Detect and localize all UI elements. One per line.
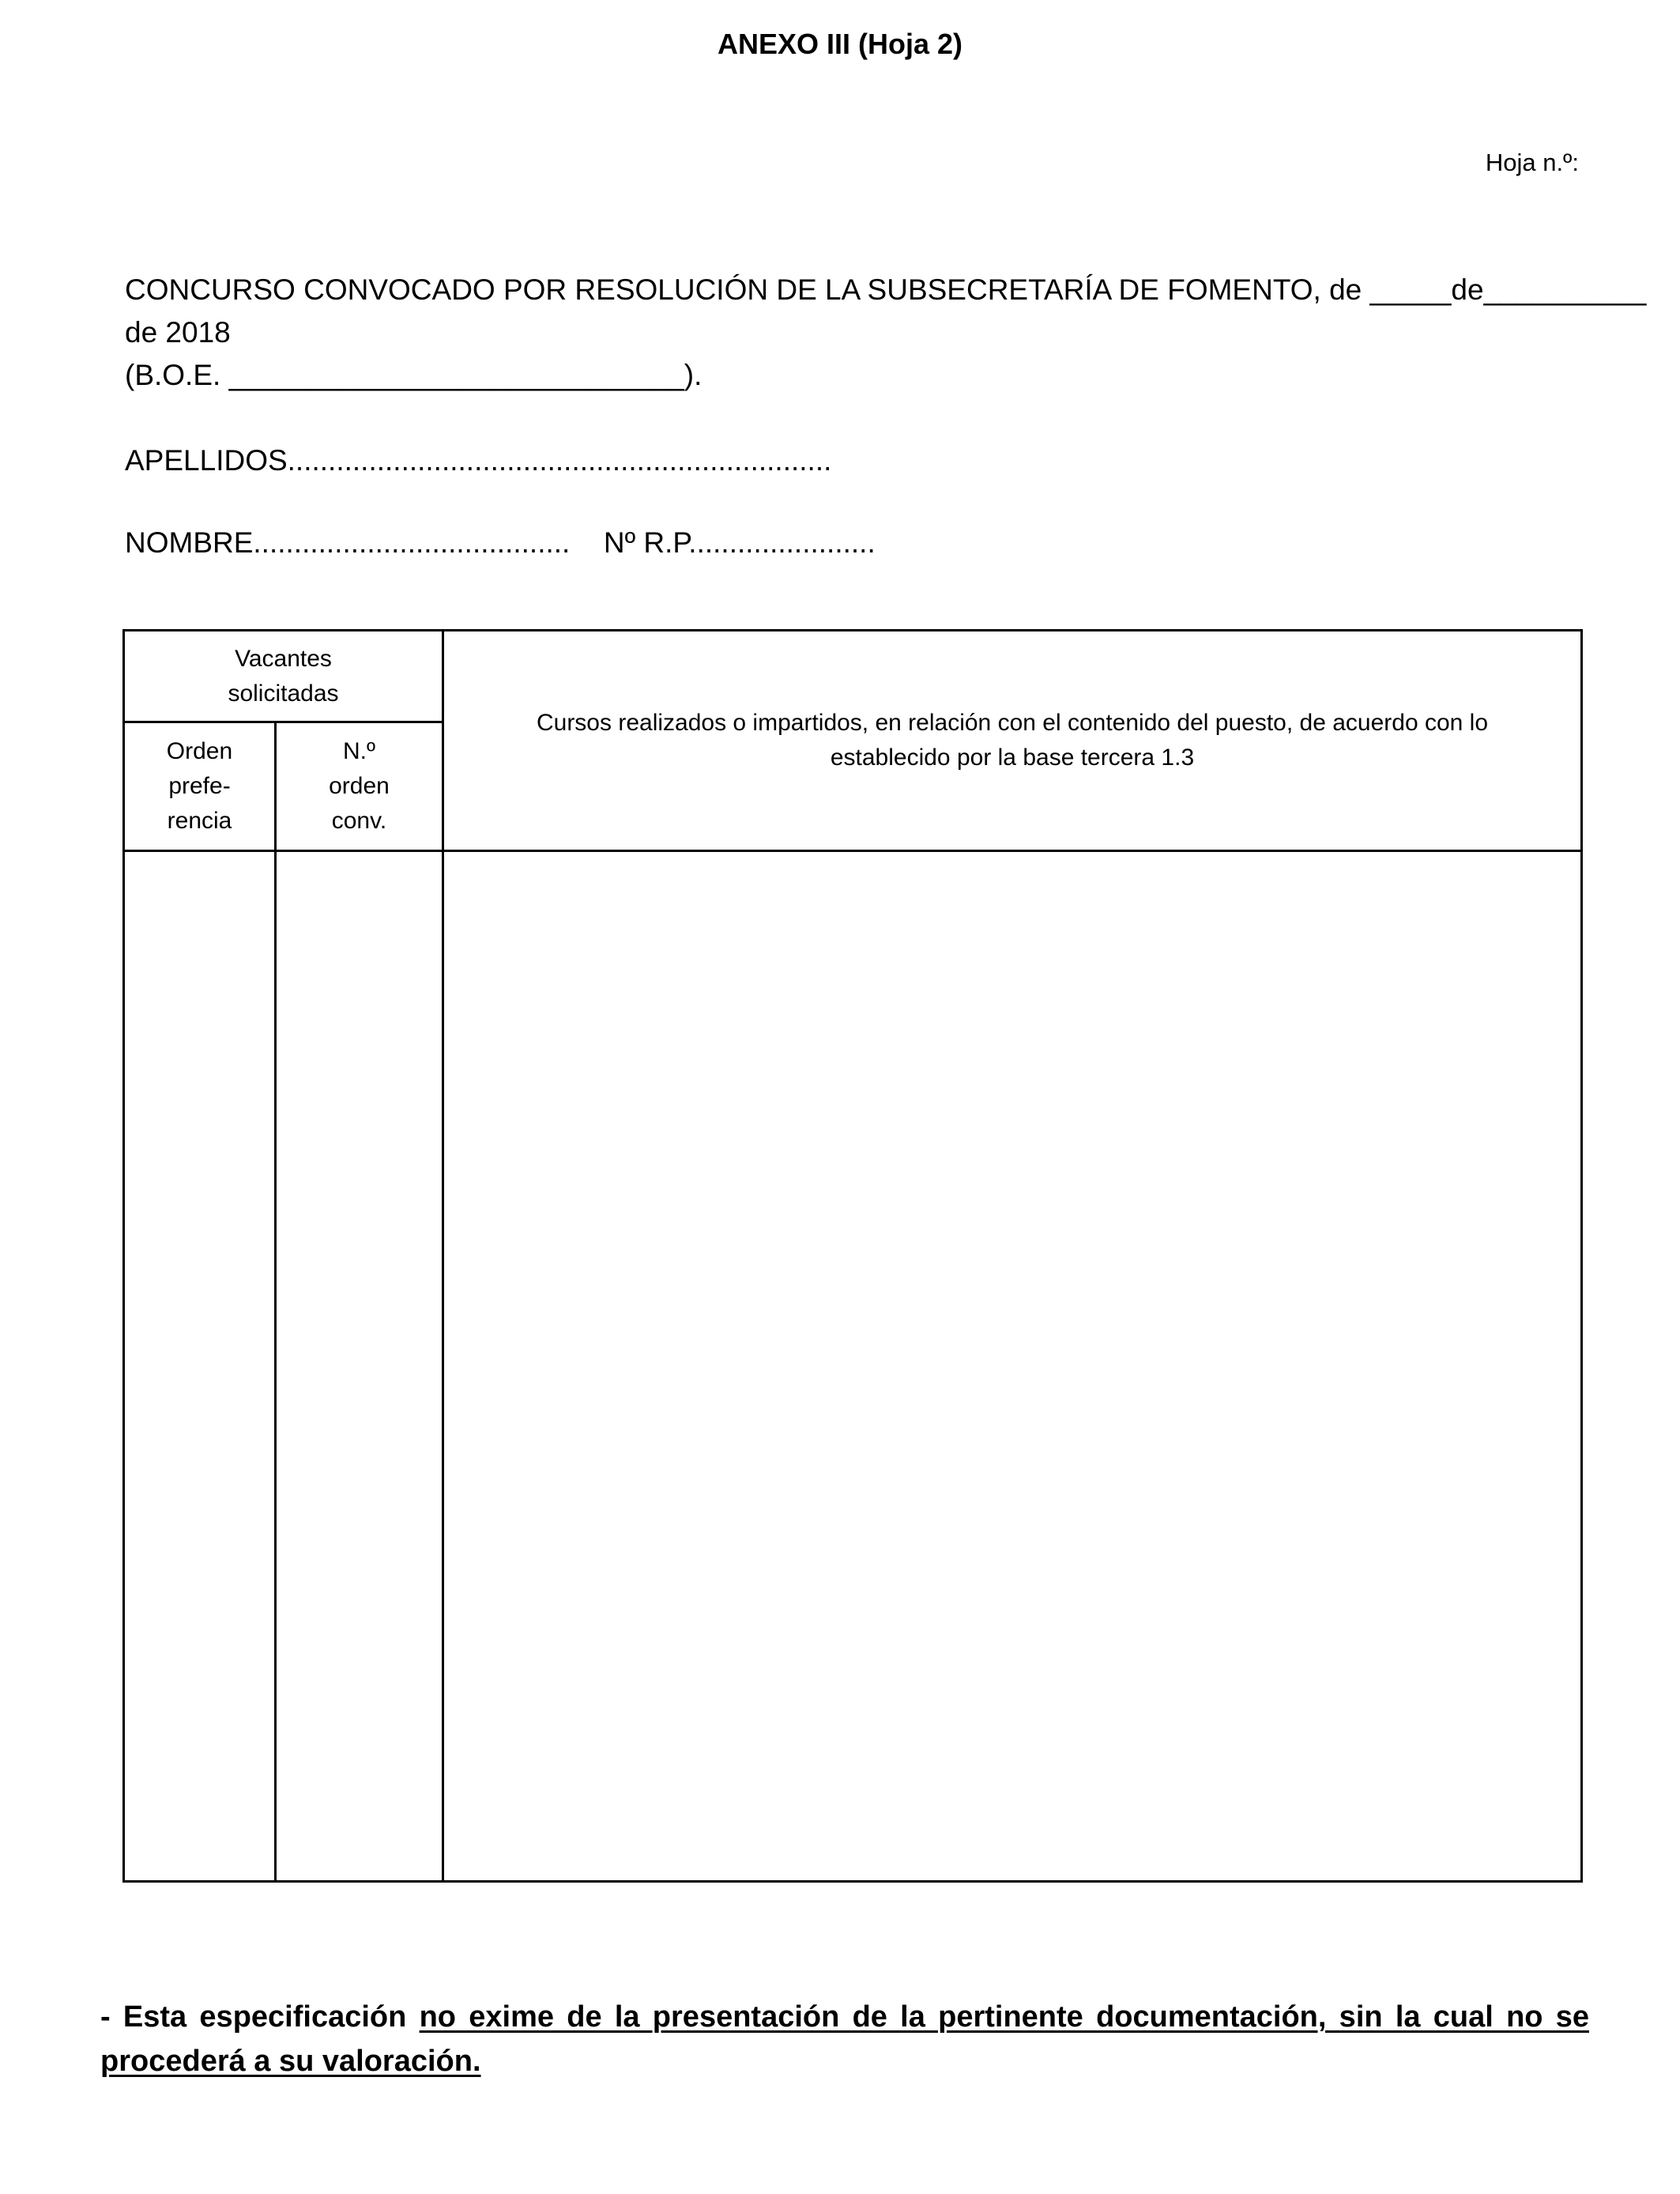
apellidos-field[interactable]: APELLIDOS................................................................... [125,444,832,477]
intro-line-2: de 2018 [125,316,231,349]
contest-intro [125,269,1647,397]
orden-preferencia-text: Orden prefe- rencia [166,738,233,834]
courses-header-text: Cursos realizados o impartidos, en relación con el contenido del puesto, de acuerdo con lo establecido por la base tercera 1.3 [536,710,1489,771]
sheet-number-label: Hoja n.º: [1485,149,1579,176]
nombre-field[interactable]: NOMBRE....................................... [125,526,571,559]
orden-preferencia-cell[interactable] [124,851,276,1882]
vacantes-header-text: Vacantes solicitadas [228,645,339,707]
courses-header [443,631,1582,851]
nrp-field[interactable]: Nº R.P....................... [603,526,876,559]
footer-note-prefix: - Esta especificación [100,2000,407,2034]
courses-cell[interactable] [443,851,1582,1882]
table-header-row [124,631,1582,722]
orden-preferencia-header [124,722,276,851]
n-orden-conv-header [276,722,443,851]
footer-note-underlined: no exime de la presentación de la pertinente documentación, sin la cual no se procederá a su valoración. [100,2000,1590,2078]
footer-note [100,1995,1589,2083]
n-orden-conv-text: N.º orden conv. [329,738,390,834]
nombre-row [125,523,876,563]
intro-line-3: (B.O.E. ____________________________). [125,359,703,391]
vacantes-header [124,631,443,722]
intro-line-1: CONCURSO CONVOCADO POR RESOLUCIÓN DE LA SUBSECRETARÍA DE FOMENTO, de _____de__________ [125,273,1647,306]
table-row [124,851,1582,1882]
courses-table [122,629,1583,1883]
document-title: ANEXO III (Hoja 2) [717,28,963,60]
n-orden-conv-cell[interactable] [276,851,443,1882]
